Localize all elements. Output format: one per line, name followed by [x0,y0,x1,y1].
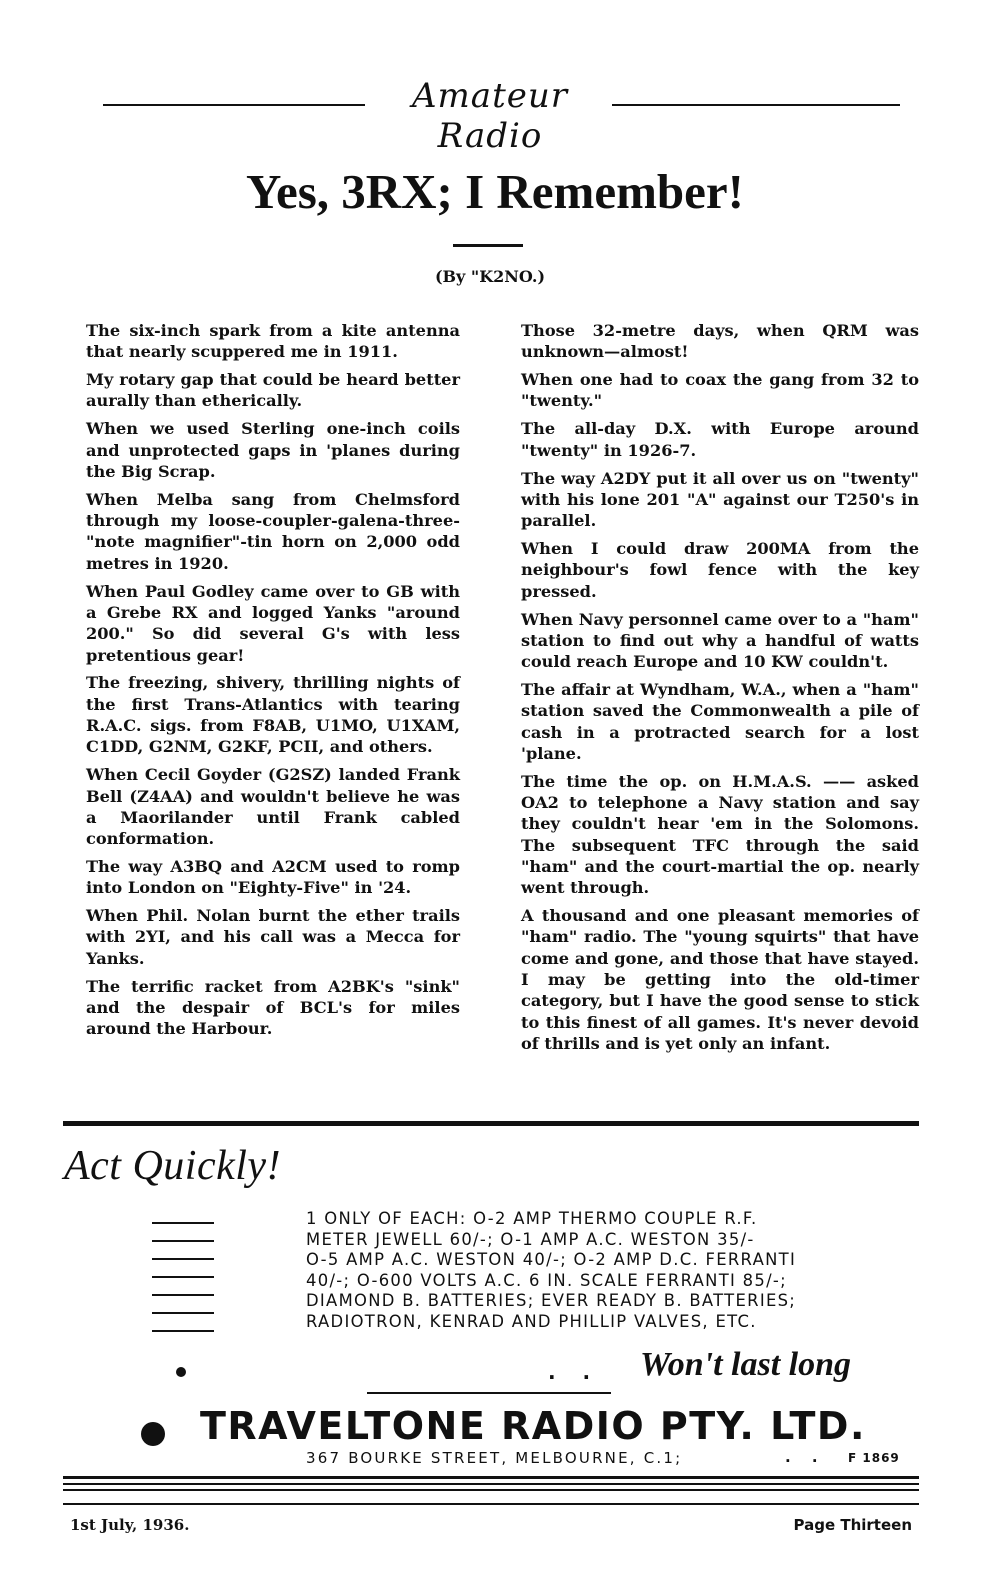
ad-item-line: METER JEWELL 60/-; O-1 AMP A.C. WESTON 35/- [306,1229,755,1249]
article-column-left [86,320,460,1046]
ad-tagline-dots: . . [548,1360,601,1384]
ad-bullet-large [141,1422,165,1446]
article-paragraph: When Melba sang from Chelmsford through my loose-coupler-galena-three-"note magnifier"-tin horn on 2,000 odd metres in 1920. [86,489,460,573]
ad-dash [152,1276,214,1278]
article-paragraph: My rotary gap that could be heard better aurally than etherically. [86,370,460,411]
article-paragraph: The all-day D.X. with Europe around "twenty" in 1926-7. [521,419,919,460]
ad-headline: Act Quickly! [64,1143,282,1189]
masthead-rule-left [103,104,365,106]
article-title: Yes, 3RX; I Remember! [245,164,744,219]
masthead-title: Amateur Radio [412,76,568,156]
title-underline [453,244,523,247]
footer-rule [63,1483,919,1485]
masthead-rule-right [612,104,900,106]
article-paragraph: When we used Sterling one-inch coils and unprotected gaps in 'planes during the Big Scrap. [86,419,460,481]
ad-company-name: TRAVELTONE RADIO PTY. LTD. [200,1404,866,1448]
article-paragraph: When Cecil Goyder (G2SZ) landed Frank Bell (Z4AA) and wouldn't believe he was a Maorilander until Frank cabled conformation. [86,765,460,849]
footer-rule [63,1476,919,1479]
article-paragraph: When I could draw 200MA from the neighbour's fowl fence with the key pressed. [521,539,919,601]
ad-address-dots: . . [785,1448,826,1466]
article-paragraph: Those 32-metre days, when QRM was unknown—almost! [521,321,919,362]
article-paragraph: The terrific racket from A2BK's "sink" and the despair of BCL's for miles around the Harbour. [86,976,460,1039]
ad-tagline-rule [367,1392,611,1394]
ad-top-rule [63,1121,919,1126]
ad-phone: F 1869 [848,1451,900,1465]
ad-dash [152,1312,214,1314]
article-paragraph: When Phil. Nolan burnt the ether trails with 2YI, and his call was a Mecca for Yanks. [86,906,460,968]
ad-address: 367 BOURKE STREET, MELBOURNE, C.1; [306,1449,683,1467]
footer-rule [63,1489,919,1491]
ad-dash [152,1330,214,1332]
footer-page-number: Page Thirteen [793,1516,912,1534]
article-paragraph: The time the op. on H.M.A.S. —— asked OA2 to telephone a Navy station and say they couldn't hear 'em in the Solomons. The subsequent TFC through the said "ham" and the court-martial the op. nearly went through. [521,771,919,898]
article-byline: (By "K2NO.) [434,267,546,286]
ad-item-line: 40/-; O-600 VOLTS A.C. 6 IN. SCALE FERRANTI 85/-; [306,1270,787,1290]
article-paragraph: The affair at Wyndham, W.A., when a "ham" station saved the Commonwealth a pile of cash in a protracted search for a lost 'plane. [521,680,919,763]
ad-dash [152,1240,214,1242]
article-paragraph: The way A3BQ and A2CM used to romp into London on "Eighty-Five" in '24. [86,856,460,898]
article-paragraph: When Paul Godley came over to GB with a Grebe RX and logged Yanks "around 200." So did several G's with less pretentious gear! [86,581,460,665]
article-paragraph: When one had to coax the gang from 32 to "twenty." [521,370,919,411]
ad-item-line: RADIOTRON, KENRAD AND PHILLIP VALVES, ETC. [306,1311,757,1331]
article-paragraph: When Navy personnel came over to a "ham" station to find out why a handful of watts could reach Europe and 10 KW couldn't. [521,609,919,672]
ad-item-line: 1 ONLY OF EACH: O-2 AMP THERMO COUPLE R.F. [306,1209,758,1228]
ad-dash-column [152,1222,214,1348]
article-paragraph: The freezing, shivery, thrilling nights of the first Trans-Atlantics with tearing R.A.C. sigs. from F8AB, U1MO, U1XAM, C1DD, G2NM, G2KF, PCII, and others. [86,673,460,757]
article-paragraph: The six-inch spark from a kite antenna that nearly scuppered me in 1911. [86,321,460,362]
ad-bullet-small [176,1367,186,1377]
ad-dash [152,1294,214,1296]
ad-dash [152,1222,214,1224]
footer-rule [63,1503,919,1505]
article-paragraph: The way A2DY put it all over us on "twenty" with his lone 201 "A" against our T250's in parallel. [521,468,919,531]
article-paragraph: A thousand and one pleasant memories of "ham" radio. The "young squirts" that have come and gone, and those that have stayed. I may be getting into the old-timer category, but I have the good sense to stick to this finest of all games. It's never devoid of thrills and is yet only an infant. [521,906,919,1053]
ad-item-line: O-5 AMP A.C. WESTON 40/-; O-2 AMP D.C. FERRANTI [306,1250,797,1270]
ad-tagline: Won't last long [640,1346,851,1383]
footer-date: 1st July, 1936. [70,1516,190,1534]
ad-item-list [306,1209,922,1333]
ad-item-line: DIAMOND B. BATTERIES; EVER READY B. BATTERIES; [306,1291,797,1311]
ad-dash [152,1258,214,1260]
article-column-right [521,320,919,1061]
